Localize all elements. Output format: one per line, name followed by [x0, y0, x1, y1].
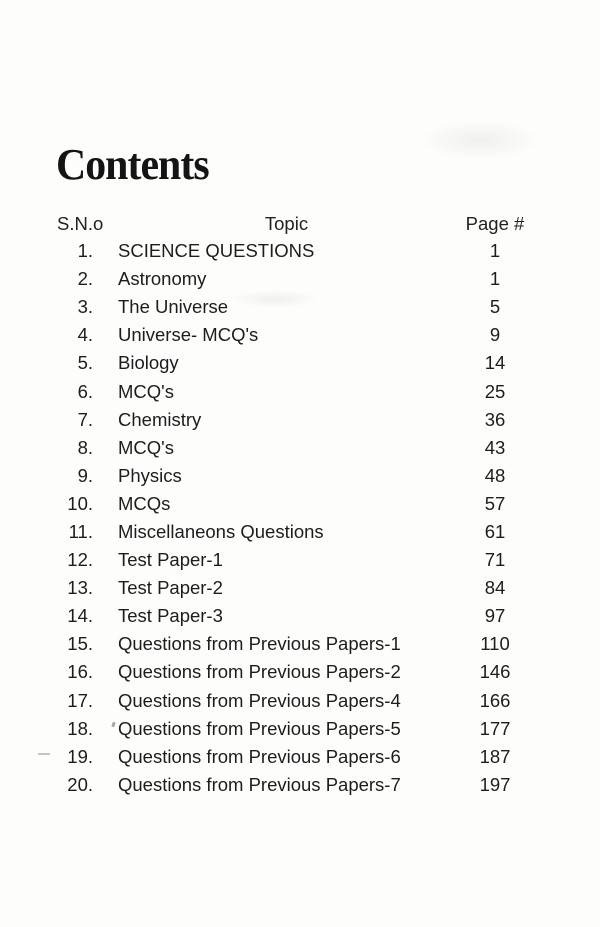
row-serial-number: 1. [77, 240, 93, 262]
row-page-number: 5 [489, 296, 501, 318]
table-row [57, 377, 535, 405]
row-page-number: 146 [479, 661, 511, 683]
table-row [57, 715, 535, 743]
row-serial-number: 6. [77, 380, 93, 402]
table-row [57, 434, 535, 462]
row-serial-number: 14. [67, 605, 93, 627]
table-row [57, 602, 535, 630]
scan-smudge [420, 120, 540, 160]
row-serial-number: 17. [67, 689, 93, 711]
row-page-number: 1 [489, 268, 501, 290]
row-page-number: 166 [479, 689, 511, 711]
row-topic: Questions from Previous Papers-4 [118, 689, 401, 711]
row-page-number: 57 [484, 492, 506, 514]
table-row [57, 406, 535, 434]
table-row [57, 321, 535, 349]
row-page-number: 84 [484, 577, 506, 599]
row-page-number: 110 [480, 633, 510, 655]
toc-header-row [57, 213, 535, 235]
row-page-number: 9 [489, 324, 501, 346]
table-row [57, 687, 535, 715]
column-header-page: Page # [465, 213, 525, 234]
row-page-number: 97 [484, 605, 506, 627]
row-serial-number: 13. [67, 577, 93, 599]
table-row [57, 490, 535, 518]
row-topic: Questions from Previous Papers-1 [118, 633, 401, 655]
row-topic: Questions from Previous Papers-6 [118, 745, 401, 767]
row-topic: The Universe [118, 296, 229, 318]
table-row [57, 265, 535, 293]
toc-rows [57, 237, 535, 799]
row-page-number: 1 [489, 240, 501, 262]
table-row [57, 462, 535, 490]
row-topic: Test Paper-1 [118, 549, 223, 571]
table-row [57, 658, 535, 686]
row-serial-number: 4. [77, 324, 93, 346]
row-page-number: 48 [484, 464, 506, 486]
row-serial-number: 2. [77, 268, 93, 290]
row-topic: Questions from Previous Papers-5 [118, 717, 401, 739]
row-serial-number: 20. [67, 773, 93, 795]
row-serial-number: 8. [77, 436, 93, 458]
table-row [57, 349, 535, 377]
row-serial-number: 12. [67, 549, 93, 571]
row-page-number: 61 [484, 520, 506, 542]
row-page-number: 36 [484, 408, 506, 430]
row-serial-number: 18. [67, 717, 93, 739]
table-row [57, 546, 535, 574]
table-row [57, 630, 535, 658]
row-topic: SCIENCE QUESTIONS [118, 240, 315, 262]
page-title: Contents [56, 140, 209, 190]
row-serial-number: 7. [77, 408, 93, 430]
table-of-contents [57, 213, 535, 799]
row-page-number: 14 [484, 352, 506, 374]
row-topic: Astronomy [118, 268, 207, 290]
row-serial-number: 3. [77, 296, 93, 318]
row-serial-number: 10. [67, 492, 93, 514]
row-page-number: 25 [484, 380, 506, 402]
row-page-number: 71 [484, 549, 506, 571]
row-topic: Universe- MCQ's [118, 324, 259, 346]
row-page-number: 177 [479, 717, 511, 739]
row-serial-number: 9. [77, 464, 93, 486]
column-header-serial: S.N.o [57, 213, 104, 234]
row-topic: Chemistry [118, 408, 202, 430]
row-topic: Biology [118, 352, 179, 374]
row-page-number: 43 [484, 436, 506, 458]
row-topic: Physics [118, 464, 182, 486]
table-row [57, 771, 535, 799]
row-topic: Miscellaneons Questions [118, 520, 324, 542]
row-serial-number: 11. [68, 520, 93, 542]
row-serial-number: 5. [77, 352, 93, 374]
row-topic: MCQ's [118, 436, 174, 458]
row-serial-number: 15. [67, 633, 93, 655]
row-topic: MCQ's [118, 380, 174, 402]
table-row [57, 293, 535, 321]
table-row [57, 518, 535, 546]
row-topic: Test Paper-3 [118, 605, 223, 627]
row-topic: Test Paper-2 [118, 577, 223, 599]
scan-artifact [38, 753, 50, 755]
table-row [57, 743, 535, 771]
row-topic: MCQs [118, 492, 171, 514]
table-row [57, 237, 535, 265]
row-topic: Questions from Previous Papers-7 [118, 773, 401, 795]
row-topic: Questions from Previous Papers-2 [118, 661, 401, 683]
row-serial-number: 16. [67, 661, 93, 683]
row-serial-number: 19. [67, 745, 93, 767]
row-page-number: 197 [479, 773, 511, 795]
table-row [57, 574, 535, 602]
column-header-topic: Topic [264, 213, 309, 234]
row-page-number: 187 [479, 745, 511, 767]
